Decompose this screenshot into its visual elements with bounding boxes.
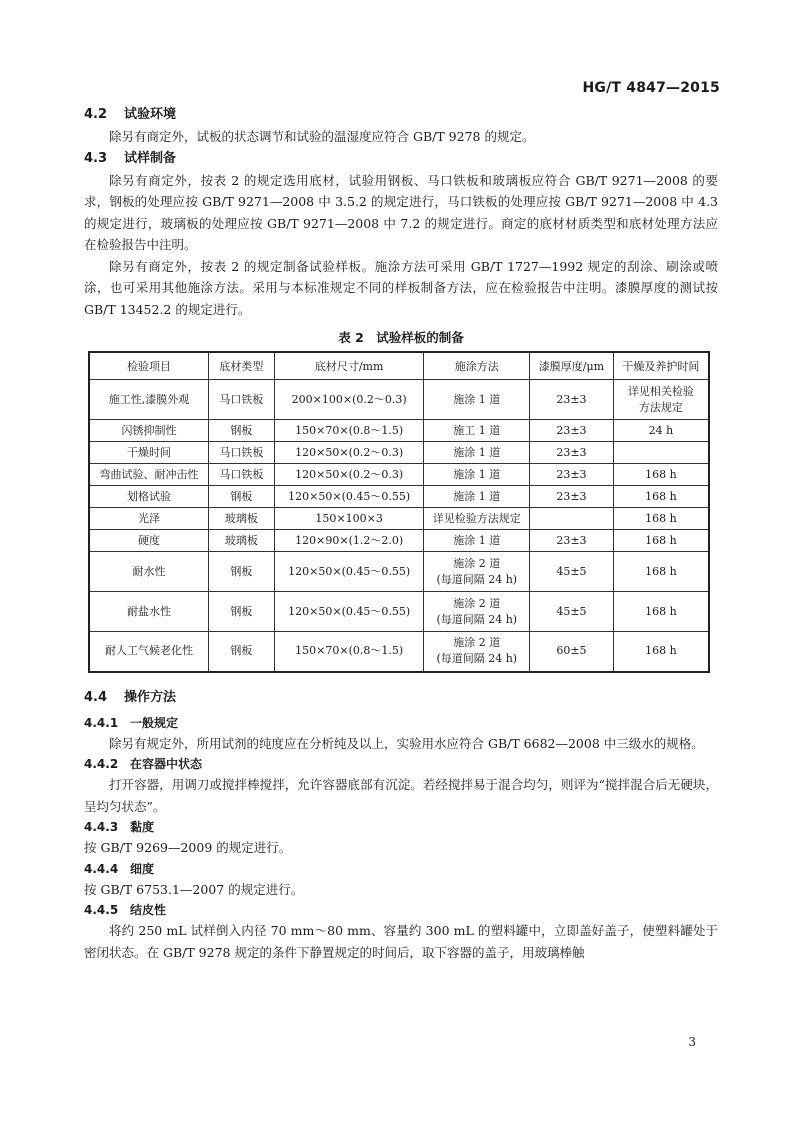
section-heading-4-4-4: 4.4.4 细度 [84,861,155,876]
paragraph: 除另有商定外，按表 2 的规定选用底材，试验用钢板、马口铁板和玻璃板应符合 GB/T 9271—2008 的要求，钢板的处理应按 GB/T 9271—2008 中 3.5.2 的规定进行，马口铁板的处理应按 GB/T 9271—2008 中 4.3 的规定进行，玻璃板的处理应按 GB/T 9271—2008 中 7.2 的规定进行。商定的底材材质类型和底材处理方法应在检验报告中注明。 [84,172,718,252]
table-cell: 23±3 [530,530,614,552]
table-cell: 120×90×(1.2～2.0) [274,530,424,552]
paragraph: 按 GB/T 6753.1—2007 的规定进行。 [84,881,304,897]
table-row [89,552,709,592]
table-row [89,380,709,420]
table-body [89,380,709,672]
table-cell: 23±3 [530,420,614,442]
table-cell [530,508,614,530]
table-header-cell: 底材尺寸/mm [274,352,424,380]
table-cell: 168 h [613,592,709,632]
page-content [84,104,718,963]
table-header-cell: 施涂方法 [424,352,530,380]
table-cell: 168 h [613,508,709,530]
table-cell: 150×100×3 [274,508,424,530]
table-cell: 干燥时间 [89,442,209,464]
table-cell: 钢板 [209,592,275,632]
paragraph: 将约 250 mL 试样倒入内径 70 mm～80 mm、容量约 300 mL 的塑料罐中，立即盖好盖子，使塑料罐处于密闭状态。在 GB/T 9278 规定的条件下静置规定的时间后，取下容器的盖子，用玻璃棒触 [84,923,718,960]
section-heading-4-3: 4.3 试样制备 [84,150,177,166]
table-cell: 60±5 [530,632,614,672]
table-cell: 23±3 [530,486,614,508]
table-cell: 168 h [613,632,709,672]
table-row [89,632,709,672]
table-cell: 施涂 1 道 [424,442,530,464]
table-cell: 24 h [613,420,709,442]
table-cell: 马口铁板 [209,442,275,464]
section-heading-4-4-3: 4.4.3 黏度 [84,820,155,834]
table-cell: 45±5 [530,592,614,632]
table-cell: 施工性,漆膜外观 [89,380,209,420]
table-cell: 120×50×(0.45～0.55) [274,592,424,632]
table-cell: 168 h [613,552,709,592]
table-cell: 23±3 [530,380,614,420]
table-cell: 钢板 [209,552,275,592]
table-row [89,464,709,486]
table-cell: 施涂 2 道 (每道间隔 24 h) [424,592,530,632]
table-cell: 耐盐水性 [89,592,209,632]
table-cell: 168 h [613,530,709,552]
table-cell: 施工 1 道 [424,420,530,442]
table-cell: 23±3 [530,442,614,464]
paragraph: 按 GB/T 9269—2009 的规定进行。 [84,840,292,855]
table-cell: 23±3 [530,464,614,486]
table-cell: 玻璃板 [209,530,275,552]
table-cell: 钢板 [209,632,275,672]
page-number: 3 [688,1035,696,1049]
table-header-cell: 干燥及养护时间 [613,352,709,380]
table-header-cell: 检验项目 [89,352,209,380]
table-row [89,592,709,632]
table-cell: 施涂 2 道 (每道间隔 24 h) [424,552,530,592]
table-cell: 马口铁板 [209,464,275,486]
table-cell: 120×50×(0.2～0.3) [274,464,424,486]
table-cell: 钢板 [209,420,275,442]
table-row [89,508,709,530]
paragraph: 除另有商定外，按表 2 的规定制备试验样板。施涂方法可采用 GB/T 1727—1992 规定的刮涂、刷涂或喷涂，也可采用其他施涂方法。采用与本标准规定不同的样板制备方法，应在检验报告中注明。漆膜厚度的测试按 GB/T 13452.2 的规定进行。 [84,258,718,317]
table-cell: 玻璃板 [209,508,275,530]
section-heading-4-4-5: 4.4.5 结皮性 [84,903,167,917]
table-cell [613,442,709,464]
section-heading-4-4-1: 4.4.1 一般规定 [84,715,179,730]
section-heading-4-2: 4.2 试验环境 [84,107,177,122]
section-heading-4-4: 4.4 操作方法 [84,689,177,705]
table-cell: 耐人工气候老化性 [89,632,209,672]
section-heading-4-4-2: 4.4.2 在容器中状态 [84,757,203,771]
table-cell: 150×70×(0.8～1.5) [274,632,424,672]
table-row [89,486,709,508]
table-caption: 表 2 试验样板的制备 [338,330,464,345]
table-cell: 120×50×(0.45～0.55) [274,486,424,508]
paragraph: 除另有规定外，所用试剂的纯度应在分析纯及以上，实验用水应符合 GB/T 6682—2008 中三级水的规格。 [109,735,704,751]
table-cell: 闪锈抑制性 [89,420,209,442]
table-cell: 马口铁板 [209,380,275,420]
table-cell: 详见相关检验 方法规定 [613,380,709,420]
document-code: HG/T 4847—2015 [582,80,720,96]
table-cell: 光泽 [89,508,209,530]
table-row [89,420,709,442]
table-cell: 120×50×(0.2～0.3) [274,442,424,464]
table-row [89,442,709,464]
table-cell: 施涂 1 道 [424,530,530,552]
paragraph: 打开容器，用调刀或搅拌棒搅拌，允许容器底部有沉淀。若经搅拌易于混合均匀，则评为“搅拌混合后无硬块，呈均匀状态”。 [84,777,718,814]
table-cell: 弯曲试验、耐冲击性 [89,464,209,486]
table-row [89,530,709,552]
table-cell: 168 h [613,464,709,486]
sample-preparation-table [88,351,710,673]
table-cell: 施涂 1 道 [424,464,530,486]
table-header-cell: 底材类型 [209,352,275,380]
table-cell: 施涂 2 道 (每道间隔 24 h) [424,632,530,672]
table-cell: 钢板 [209,486,275,508]
table-cell: 划格试验 [89,486,209,508]
paragraph: 除另有商定外，试板的状态调节和试验的温湿度应符合 GB/T 9278 的规定。 [109,129,535,144]
table-cell: 120×50×(0.45～0.55) [274,552,424,592]
table-cell: 施涂 1 道 [424,486,530,508]
table-header-cell: 漆膜厚度/μm [530,352,614,380]
table-cell: 硬度 [89,530,209,552]
table-cell: 耐水性 [89,552,209,592]
table-cell: 施涂 1 道 [424,380,530,420]
table-cell: 168 h [613,486,709,508]
table-cell: 150×70×(0.8～1.5) [274,420,424,442]
table-cell: 200×100×(0.2～0.3) [274,380,424,420]
table-header-row [89,352,709,380]
table-cell: 45±5 [530,552,614,592]
table-cell: 详见检验方法规定 [424,508,530,530]
